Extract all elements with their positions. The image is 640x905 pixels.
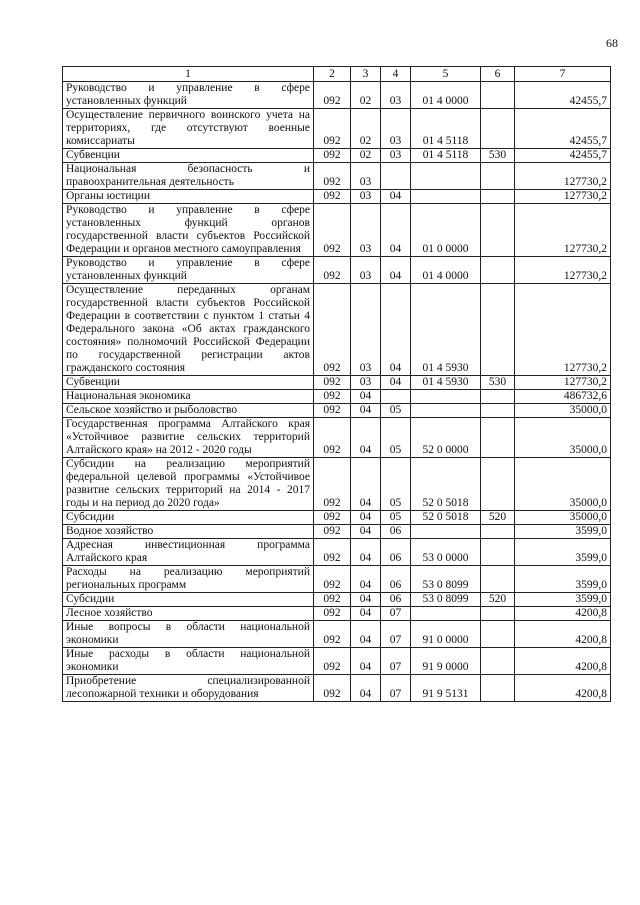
row-target-item-cell: 52 0 5018 <box>411 511 481 525</box>
table-row <box>63 390 611 404</box>
row-expense-type-cell <box>481 204 515 257</box>
row-code-cell: 092 <box>314 458 351 511</box>
row-expense-type-cell <box>481 566 515 593</box>
table-row <box>63 404 611 418</box>
row-target-item-cell <box>411 163 481 190</box>
row-code-cell: 092 <box>314 404 351 418</box>
row-expense-type-cell <box>481 418 515 458</box>
row-amount-cell: 4200,8 <box>515 648 611 675</box>
row-section-cell: 04 <box>351 525 381 539</box>
row-target-item-cell <box>411 404 481 418</box>
table-row <box>63 566 611 593</box>
row-name-cell: Руководство и управление в сфере установленных функций <box>63 82 314 109</box>
row-amount-cell: 35000,0 <box>515 458 611 511</box>
row-code-cell: 092 <box>314 511 351 525</box>
row-expense-type-cell <box>481 82 515 109</box>
column-header-4: 4 <box>381 67 411 82</box>
row-target-item-cell <box>411 390 481 404</box>
page-number: 68 <box>606 36 618 50</box>
row-section-cell: 03 <box>351 376 381 390</box>
table-row <box>63 257 611 284</box>
row-expense-type-cell: 520 <box>481 593 515 607</box>
row-section-cell: 04 <box>351 511 381 525</box>
row-subsection-cell: 04 <box>381 190 411 204</box>
row-section-cell: 04 <box>351 648 381 675</box>
row-amount-cell: 42455,7 <box>515 82 611 109</box>
table-row <box>63 539 611 566</box>
row-target-item-cell: 01 0 0000 <box>411 204 481 257</box>
table-header <box>63 67 611 82</box>
table-body <box>63 82 611 702</box>
row-amount-cell: 4200,8 <box>515 607 611 621</box>
row-amount-cell: 35000,0 <box>515 511 611 525</box>
row-expense-type-cell <box>481 621 515 648</box>
table-row <box>63 418 611 458</box>
row-name-cell: Органы юстиции <box>63 190 314 204</box>
row-target-item-cell: 91 0 0000 <box>411 621 481 648</box>
row-subsection-cell: 07 <box>381 621 411 648</box>
row-amount-cell: 3599,0 <box>515 539 611 566</box>
row-expense-type-cell <box>481 607 515 621</box>
row-code-cell: 092 <box>314 566 351 593</box>
row-amount-cell: 486732,6 <box>515 390 611 404</box>
row-subsection-cell: 03 <box>381 82 411 109</box>
row-name-cell: Осуществление переданных органам государственной власти субъектов Российской Федерации в соответствии с пунктом 1 статьи 4 Федерального закона «Об актах гражданского состояния» полномочий Российской Федерации по государственной регистрации актов гражданского состояния <box>63 284 314 376</box>
row-expense-type-cell <box>481 257 515 284</box>
row-code-cell: 092 <box>314 257 351 284</box>
table-row <box>63 204 611 257</box>
row-amount-cell: 127730,2 <box>515 376 611 390</box>
row-name-cell: Руководство и управление в сфере установленных функций <box>63 257 314 284</box>
row-expense-type-cell: 520 <box>481 511 515 525</box>
row-amount-cell: 127730,2 <box>515 204 611 257</box>
row-target-item-cell: 53 0 0000 <box>411 539 481 566</box>
table-row <box>63 284 611 376</box>
row-target-item-cell: 91 9 0000 <box>411 648 481 675</box>
row-target-item-cell: 01 4 0000 <box>411 257 481 284</box>
row-name-cell: Государственная программа Алтайского края «Устойчивое развитие сельских территорий Алтайского края» на 2012 - 2020 годы <box>63 418 314 458</box>
row-code-cell: 092 <box>314 675 351 702</box>
row-name-cell: Иные расходы в области национальной экономики <box>63 648 314 675</box>
row-subsection-cell: 05 <box>381 458 411 511</box>
column-header-1: 1 <box>63 67 314 82</box>
row-amount-cell: 3599,0 <box>515 593 611 607</box>
row-name-cell: Приобретение специализированной лесопожарной техники и оборудования <box>63 675 314 702</box>
row-section-cell: 04 <box>351 390 381 404</box>
row-code-cell: 092 <box>314 607 351 621</box>
row-expense-type-cell: 530 <box>481 376 515 390</box>
row-section-cell: 02 <box>351 109 381 149</box>
row-subsection-cell: 03 <box>381 109 411 149</box>
row-code-cell: 092 <box>314 418 351 458</box>
row-section-cell: 04 <box>351 593 381 607</box>
column-header-7: 7 <box>515 67 611 82</box>
row-name-cell: Адресная инвестиционная программа Алтайского края <box>63 539 314 566</box>
table-row <box>63 190 611 204</box>
row-subsection-cell: 04 <box>381 376 411 390</box>
row-name-cell: Руководство и управление в сфере установленных функций органов государственной власти субъектов Российской Федерации и органов местного самоуправления <box>63 204 314 257</box>
row-amount-cell: 42455,7 <box>515 109 611 149</box>
row-name-cell: Национальная экономика <box>63 390 314 404</box>
row-target-item-cell: 01 4 5930 <box>411 376 481 390</box>
budget-table <box>62 66 611 702</box>
row-code-cell: 092 <box>314 163 351 190</box>
row-target-item-cell: 01 4 0000 <box>411 82 481 109</box>
row-section-cell: 03 <box>351 257 381 284</box>
column-header-5: 5 <box>411 67 481 82</box>
row-subsection-cell: 07 <box>381 607 411 621</box>
row-section-cell: 03 <box>351 190 381 204</box>
row-section-cell: 02 <box>351 82 381 109</box>
row-amount-cell: 127730,2 <box>515 257 611 284</box>
row-amount-cell: 42455,7 <box>515 149 611 163</box>
row-name-cell: Субсидии <box>63 511 314 525</box>
table-row <box>63 607 611 621</box>
row-amount-cell: 35000,0 <box>515 404 611 418</box>
row-subsection-cell: 07 <box>381 648 411 675</box>
row-subsection-cell: 07 <box>381 675 411 702</box>
row-section-cell: 04 <box>351 675 381 702</box>
row-amount-cell: 127730,2 <box>515 284 611 376</box>
row-amount-cell: 3599,0 <box>515 566 611 593</box>
table-row <box>63 149 611 163</box>
row-target-item-cell: 91 9 5131 <box>411 675 481 702</box>
row-expense-type-cell <box>481 163 515 190</box>
row-amount-cell: 3599,0 <box>515 525 611 539</box>
row-subsection-cell: 04 <box>381 284 411 376</box>
row-expense-type-cell <box>481 648 515 675</box>
row-code-cell: 092 <box>314 109 351 149</box>
row-name-cell: Субвенции <box>63 149 314 163</box>
row-section-cell: 03 <box>351 284 381 376</box>
row-expense-type-cell <box>481 390 515 404</box>
row-name-cell: Субсидии <box>63 593 314 607</box>
table-row <box>63 675 611 702</box>
row-name-cell: Осуществление первичного воинского учета на территориях, где отсутствуют военные комиссариаты <box>63 109 314 149</box>
row-target-item-cell: 01 4 5930 <box>411 284 481 376</box>
column-header-3: 3 <box>351 67 381 82</box>
row-subsection-cell: 06 <box>381 566 411 593</box>
table-row <box>63 648 611 675</box>
row-expense-type-cell <box>481 109 515 149</box>
row-target-item-cell: 53 0 8099 <box>411 593 481 607</box>
row-expense-type-cell <box>481 525 515 539</box>
row-section-cell: 04 <box>351 621 381 648</box>
column-header-6: 6 <box>481 67 515 82</box>
row-subsection-cell <box>381 390 411 404</box>
row-section-cell: 04 <box>351 607 381 621</box>
header-row <box>63 67 611 82</box>
row-subsection-cell: 04 <box>381 204 411 257</box>
row-section-cell: 03 <box>351 163 381 190</box>
row-section-cell: 03 <box>351 204 381 257</box>
row-name-cell: Сельское хозяйство и рыболовство <box>63 404 314 418</box>
row-section-cell: 04 <box>351 418 381 458</box>
row-amount-cell: 127730,2 <box>515 190 611 204</box>
row-target-item-cell <box>411 607 481 621</box>
row-code-cell: 092 <box>314 593 351 607</box>
table-row <box>63 163 611 190</box>
row-section-cell: 04 <box>351 566 381 593</box>
row-name-cell: Субвенции <box>63 376 314 390</box>
table-row <box>63 109 611 149</box>
row-target-item-cell: 53 0 8099 <box>411 566 481 593</box>
table-row <box>63 82 611 109</box>
table-row <box>63 376 611 390</box>
row-expense-type-cell: 530 <box>481 149 515 163</box>
table-row <box>63 593 611 607</box>
row-target-item-cell: 52 0 0000 <box>411 418 481 458</box>
row-section-cell: 04 <box>351 404 381 418</box>
row-amount-cell: 35000,0 <box>515 418 611 458</box>
row-expense-type-cell <box>481 404 515 418</box>
row-target-item-cell: 01 4 5118 <box>411 149 481 163</box>
row-subsection-cell <box>381 163 411 190</box>
row-code-cell: 092 <box>314 376 351 390</box>
row-name-cell: Национальная безопасность и правоохранительная деятельность <box>63 163 314 190</box>
table-row <box>63 621 611 648</box>
row-section-cell: 04 <box>351 458 381 511</box>
row-subsection-cell: 05 <box>381 418 411 458</box>
column-header-2: 2 <box>314 67 351 82</box>
row-target-item-cell <box>411 525 481 539</box>
row-name-cell: Субсидии на реализацию мероприятий федеральной целевой программы «Устойчивое развитие сельских территорий на 2014 - 2017 годы и на период до 2020 года» <box>63 458 314 511</box>
row-code-cell: 092 <box>314 149 351 163</box>
row-subsection-cell: 06 <box>381 539 411 566</box>
row-expense-type-cell <box>481 190 515 204</box>
row-target-item-cell: 52 0 5018 <box>411 458 481 511</box>
row-target-item-cell: 01 4 5118 <box>411 109 481 149</box>
row-code-cell: 092 <box>314 648 351 675</box>
row-subsection-cell: 06 <box>381 525 411 539</box>
row-code-cell: 092 <box>314 204 351 257</box>
row-expense-type-cell <box>481 284 515 376</box>
row-expense-type-cell <box>481 458 515 511</box>
table-row <box>63 511 611 525</box>
row-code-cell: 092 <box>314 621 351 648</box>
row-section-cell: 04 <box>351 539 381 566</box>
row-name-cell: Иные вопросы в области национальной экономики <box>63 621 314 648</box>
row-subsection-cell: 04 <box>381 257 411 284</box>
row-subsection-cell: 06 <box>381 593 411 607</box>
row-subsection-cell: 05 <box>381 404 411 418</box>
row-subsection-cell: 03 <box>381 149 411 163</box>
row-amount-cell: 127730,2 <box>515 163 611 190</box>
row-name-cell: Водное хозяйство <box>63 525 314 539</box>
row-amount-cell: 4200,8 <box>515 675 611 702</box>
row-section-cell: 02 <box>351 149 381 163</box>
row-subsection-cell: 05 <box>381 511 411 525</box>
row-code-cell: 092 <box>314 390 351 404</box>
row-name-cell: Расходы на реализацию мероприятий региональных программ <box>63 566 314 593</box>
row-amount-cell: 4200,8 <box>515 621 611 648</box>
row-expense-type-cell <box>481 539 515 566</box>
table-row <box>63 458 611 511</box>
table-row <box>63 525 611 539</box>
row-code-cell: 092 <box>314 539 351 566</box>
row-code-cell: 092 <box>314 284 351 376</box>
row-target-item-cell <box>411 190 481 204</box>
row-name-cell: Лесное хозяйство <box>63 607 314 621</box>
row-code-cell: 092 <box>314 525 351 539</box>
row-code-cell: 092 <box>314 82 351 109</box>
row-expense-type-cell <box>481 675 515 702</box>
row-code-cell: 092 <box>314 190 351 204</box>
